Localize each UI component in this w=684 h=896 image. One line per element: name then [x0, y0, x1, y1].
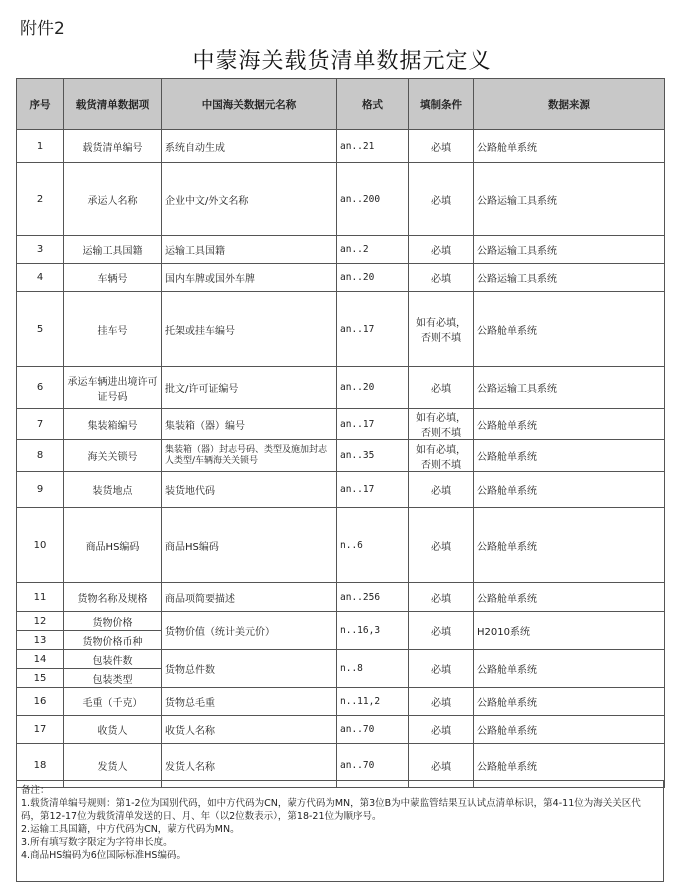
cell-source: 公路舱单系统 — [474, 409, 665, 440]
cell-format: an..17 — [337, 472, 409, 508]
cell-item: 承运人名称 — [64, 163, 162, 236]
table-row — [17, 583, 665, 612]
cell-no: 11 — [17, 583, 64, 612]
table-row — [17, 688, 665, 716]
note-item: 2.运输工具国籍，中方代码为CN，蒙方代码为MN。 — [21, 824, 240, 835]
cell-item: 包装类型 — [64, 669, 162, 688]
table-header-row — [17, 79, 665, 130]
cell-source: 公路舱单系统 — [474, 716, 665, 744]
cell-source: 公路舱单系统 — [474, 292, 665, 367]
cell-item: 载货清单编号 — [64, 130, 162, 163]
attachment-label: 附件2 — [20, 19, 65, 39]
table-row — [17, 264, 665, 292]
cell-customs-name: 集装箱（器）封志号码、类型及施加封志人类型/车辆海关关锁号 — [162, 440, 337, 472]
header-item: 载货清单数据项 — [64, 79, 162, 130]
cell-format: n..11,2 — [337, 688, 409, 716]
cell-customs-name: 企业中文/外文名称 — [162, 163, 337, 236]
cell-format: an..35 — [337, 440, 409, 472]
cell-no: 9 — [17, 472, 64, 508]
cell-no: 17 — [17, 716, 64, 744]
cell-source: 公路舱单系统 — [474, 472, 665, 508]
cell-source: 公路舱单系统 — [474, 130, 665, 163]
cell-customs-name: 国内车牌或国外车牌 — [162, 264, 337, 292]
cell-source: 公路运输工具系统 — [474, 264, 665, 292]
header-customs-name: 中国海关数据元名称 — [162, 79, 337, 130]
cell-no: 12 — [17, 612, 64, 631]
cell-condition: 必填 — [409, 236, 474, 264]
cell-format: an..17 — [337, 292, 409, 367]
cell-format: an..256 — [337, 583, 409, 612]
cell-no: 15 — [17, 669, 64, 688]
cell-item: 包装件数 — [64, 650, 162, 669]
cell-condition: 如有必填，否则不填 — [409, 409, 474, 440]
cell-customs-name: 集装箱（器）编号 — [162, 409, 337, 440]
note-item: 3.所有填写数字限定为字符串长度。 — [21, 837, 173, 848]
cell-condition: 必填 — [409, 264, 474, 292]
cell-item: 海关关锁号 — [64, 440, 162, 472]
cell-item: 挂车号 — [64, 292, 162, 367]
cell-item: 毛重（千克） — [64, 688, 162, 716]
cell-source: 公路舱单系统 — [474, 508, 665, 583]
table-row — [17, 367, 665, 409]
cell-condition: 必填 — [409, 688, 474, 716]
cell-no: 5 — [17, 292, 64, 367]
header-no: 序号 — [17, 79, 64, 130]
cell-no: 18 — [17, 744, 64, 788]
table-row — [17, 409, 665, 440]
cell-format: an..20 — [337, 367, 409, 409]
cell-condition: 必填 — [409, 716, 474, 744]
cell-customs-name: 托架或挂车编号 — [162, 292, 337, 367]
cell-condition: 必填 — [409, 744, 474, 788]
cell-item: 货物名称及规格 — [64, 583, 162, 612]
cell-format: an..17 — [337, 409, 409, 440]
cell-format: n..16,3 — [337, 612, 409, 650]
table-row — [17, 292, 665, 367]
cell-item: 集装箱编号 — [64, 409, 162, 440]
cell-item: 装货地点 — [64, 472, 162, 508]
cell-no: 4 — [17, 264, 64, 292]
cell-source: 公路运输工具系统 — [474, 236, 665, 264]
table-row — [17, 716, 665, 744]
cell-customs-name: 收货人名称 — [162, 716, 337, 744]
cell-no: 10 — [17, 508, 64, 583]
cell-condition: 必填 — [409, 163, 474, 236]
cell-format: an..2 — [337, 236, 409, 264]
cell-item: 收货人 — [64, 716, 162, 744]
cell-customs-name: 货物总件数 — [162, 650, 337, 688]
cell-source: 公路舱单系统 — [474, 688, 665, 716]
table-row — [17, 612, 665, 631]
cell-source: 公路舱单系统 — [474, 583, 665, 612]
cell-item: 承运车辆进出境许可证号码 — [64, 367, 162, 409]
cell-condition: 必填 — [409, 583, 474, 612]
cell-format: an..20 — [337, 264, 409, 292]
cell-condition: 如有必填，否则不填 — [409, 292, 474, 367]
table-row — [17, 163, 665, 236]
table-row — [17, 508, 665, 583]
note-item: 1.载货清单编号规则：第1-2位为国别代码，如中方代码为CN，蒙方代码为MN，第3位B为中蒙监管结果互认试点清单标识，第4-11位为海关关区代码，第12-17位为载货清单发送的日、月、年（以2位数表示），第18-21位为顺序号。 — [21, 798, 641, 822]
cell-item: 货物价格币种 — [64, 631, 162, 650]
table-row — [17, 440, 665, 472]
cell-condition: 必填 — [409, 367, 474, 409]
cell-item: 发货人 — [64, 744, 162, 788]
cell-no: 3 — [17, 236, 64, 264]
cell-item: 货物价格 — [64, 612, 162, 631]
cell-source: 公路运输工具系统 — [474, 367, 665, 409]
notes-heading: 备注： — [21, 785, 50, 796]
notes-box — [16, 780, 664, 882]
cell-customs-name: 运输工具国籍 — [162, 236, 337, 264]
table-row — [17, 472, 665, 508]
cell-no: 8 — [17, 440, 64, 472]
cell-no: 7 — [17, 409, 64, 440]
table-row — [17, 130, 665, 163]
cell-format: n..8 — [337, 650, 409, 688]
header-source: 数据来源 — [474, 79, 665, 130]
cell-condition: 必填 — [409, 472, 474, 508]
table-row — [17, 236, 665, 264]
cell-item: 车辆号 — [64, 264, 162, 292]
cell-format: an..21 — [337, 130, 409, 163]
cell-no: 6 — [17, 367, 64, 409]
cell-customs-name: 商品HS编码 — [162, 508, 337, 583]
note-item: 4.商品HS编码为6位国际标准HS编码。 — [21, 850, 186, 861]
cell-item: 运输工具国籍 — [64, 236, 162, 264]
cell-source: 公路舱单系统 — [474, 650, 665, 688]
cell-customs-name: 货物价值（统计美元价） — [162, 612, 337, 650]
data-element-table — [16, 78, 665, 788]
header-format: 格式 — [337, 79, 409, 130]
cell-condition: 如有必填，否则不填 — [409, 440, 474, 472]
cell-no: 2 — [17, 163, 64, 236]
cell-source: 公路舱单系统 — [474, 744, 665, 788]
cell-format: an..200 — [337, 163, 409, 236]
cell-no: 14 — [17, 650, 64, 669]
cell-format: an..70 — [337, 716, 409, 744]
cell-condition: 必填 — [409, 650, 474, 688]
cell-condition: 必填 — [409, 130, 474, 163]
cell-source: H2010系统 — [474, 612, 665, 650]
cell-customs-name: 商品项简要描述 — [162, 583, 337, 612]
cell-source: 公路运输工具系统 — [474, 163, 665, 236]
cell-format: n..6 — [337, 508, 409, 583]
cell-condition: 必填 — [409, 508, 474, 583]
cell-customs-name: 装货地代码 — [162, 472, 337, 508]
cell-item: 商品HS编码 — [64, 508, 162, 583]
header-condition: 填制条件 — [409, 79, 474, 130]
cell-no: 1 — [17, 130, 64, 163]
cell-customs-name: 发货人名称 — [162, 744, 337, 788]
cell-no: 16 — [17, 688, 64, 716]
table-row — [17, 650, 665, 669]
cell-customs-name: 货物总毛重 — [162, 688, 337, 716]
cell-condition: 必填 — [409, 612, 474, 650]
cell-source: 公路舱单系统 — [474, 440, 665, 472]
page-title: 中蒙海关载货清单数据元定义 — [192, 49, 492, 74]
cell-format: an..70 — [337, 744, 409, 788]
cell-customs-name: 批文/许可证编号 — [162, 367, 337, 409]
cell-customs-name: 系统自动生成 — [162, 130, 337, 163]
cell-no: 13 — [17, 631, 64, 650]
